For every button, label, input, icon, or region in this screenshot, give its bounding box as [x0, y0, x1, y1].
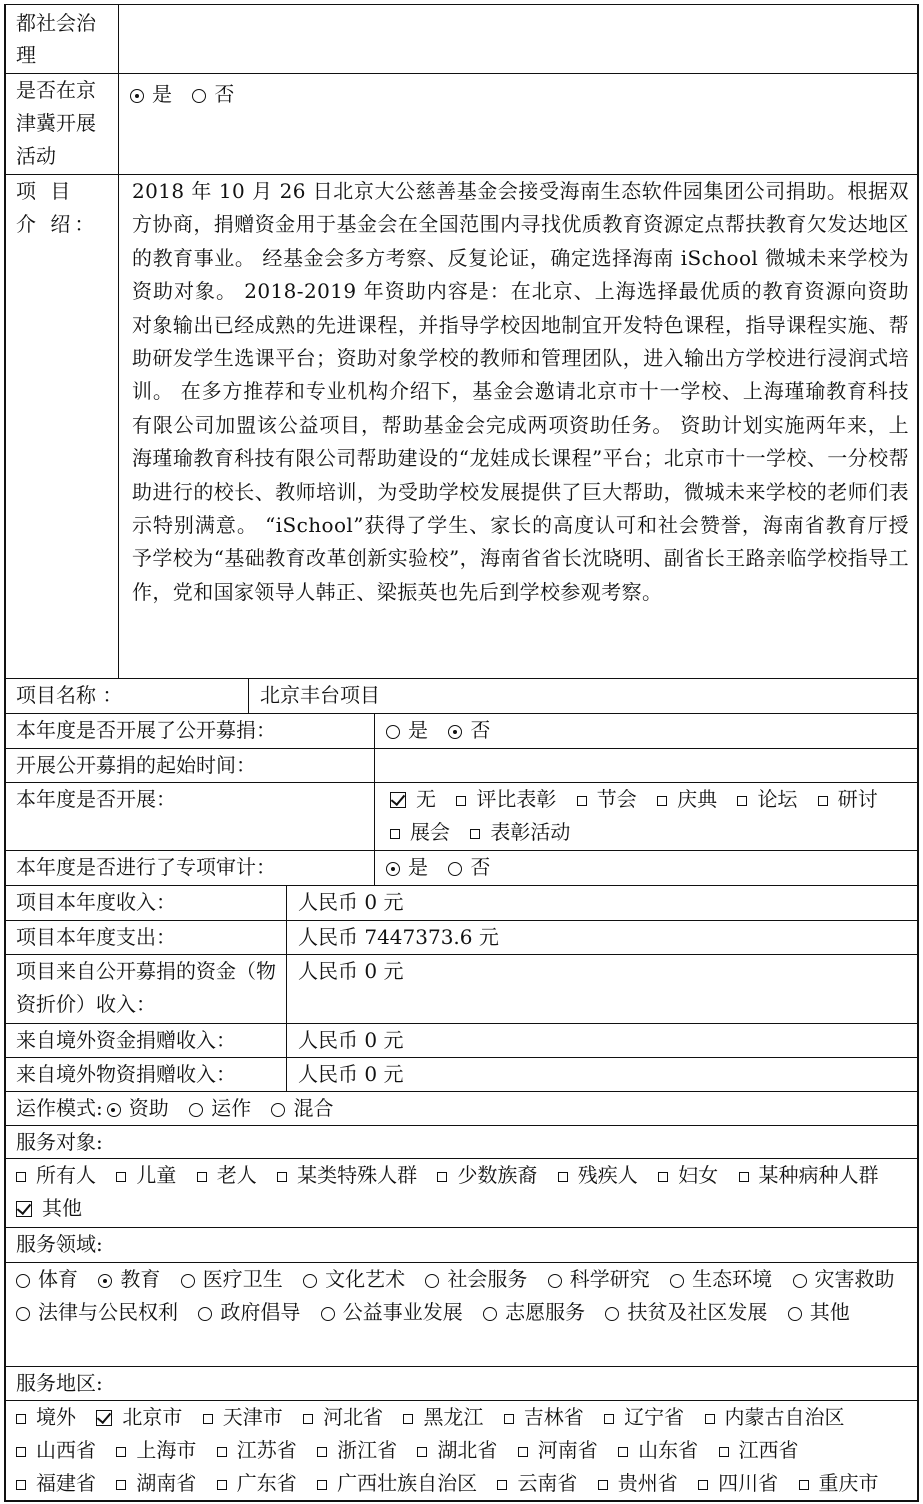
activities-option[interactable] — [577, 783, 637, 816]
radio-selected-icon[interactable] — [107, 1103, 121, 1117]
service-fields-option[interactable] — [670, 1263, 772, 1296]
label-service-targets — [6, 1126, 917, 1158]
service-regions-option-label: 广东省 — [236, 1471, 297, 1495]
label-capital-governance-text: 都社会治理 — [16, 11, 96, 67]
activities-option-label: 展会 — [410, 820, 450, 844]
value-overseas-funds-text: 人民币 0 元 — [298, 1028, 404, 1052]
checkbox-empty-icon[interactable] — [518, 1447, 528, 1457]
service-targets-option-label: 少数族裔 — [457, 1163, 538, 1187]
service-regions-option-label: 山东省 — [638, 1438, 699, 1462]
label-expense-text: 项目本年度支出： — [16, 925, 176, 949]
activities-option[interactable] — [470, 816, 570, 849]
checkbox-empty-icon[interactable] — [437, 1172, 447, 1182]
checkbox-empty-icon[interactable] — [390, 829, 400, 839]
service-fields-option[interactable] — [16, 1296, 178, 1329]
value-expense-text: 人民币 7447373.6 元 — [298, 925, 499, 949]
checkbox-empty-icon[interactable] — [657, 796, 667, 806]
service-regions-option-label: 江苏省 — [236, 1438, 297, 1462]
service-regions-option-label: 黑龙江 — [423, 1405, 484, 1429]
label-activities-text: 本年度是否开展： — [16, 787, 176, 811]
checkbox-empty-icon[interactable] — [558, 1172, 568, 1182]
table-bottom-border — [4, 1500, 919, 1502]
label-jingjinji-text: 是否在京津冀开展活动 — [16, 78, 96, 168]
service-targets-option-label: 某种病种人群 — [758, 1163, 879, 1187]
checkbox-empty-icon[interactable] — [303, 1414, 313, 1424]
service-fields-options — [6, 1263, 917, 1366]
radio-empty-icon[interactable] — [16, 1307, 30, 1321]
checkbox-empty-icon[interactable] — [417, 1447, 427, 1457]
service-targets-option-label: 老人 — [216, 1163, 257, 1187]
service-regions-option-label: 福建省 — [36, 1471, 96, 1495]
activities-option[interactable] — [390, 783, 436, 816]
service-targets-option-label: 妇女 — [678, 1163, 719, 1187]
value-overseas-funds — [288, 1024, 917, 1057]
row-activities — [4, 782, 919, 850]
checkbox-empty-icon[interactable] — [116, 1172, 126, 1182]
value-fundraising-start — [376, 749, 917, 782]
service-regions-option-label: 河北省 — [323, 1405, 384, 1429]
service-regions-option[interactable] — [217, 1434, 297, 1467]
row-service-fields — [4, 1262, 919, 1366]
jingjinji-option[interactable] — [130, 78, 172, 111]
row-special-audit — [4, 850, 919, 885]
radio-selected-icon[interactable] — [386, 862, 400, 876]
activities-option-label: 节会 — [596, 787, 637, 811]
radio-empty-icon[interactable] — [670, 1274, 684, 1288]
checkbox-empty-icon[interactable] — [317, 1480, 327, 1490]
service-targets-option-label: 残疾人 — [577, 1163, 638, 1187]
jingjinji-option[interactable] — [192, 78, 234, 111]
service-targets-option[interactable] — [197, 1159, 257, 1192]
label-activities — [6, 783, 374, 850]
activities-option[interactable] — [818, 783, 878, 816]
checkbox-empty-icon[interactable] — [16, 1480, 26, 1490]
special-audit-option-label: 是 — [408, 855, 428, 879]
radio-empty-icon[interactable] — [483, 1307, 497, 1321]
value-public-income-text: 人民币 0 元 — [298, 959, 404, 983]
label-income — [6, 886, 286, 920]
label-expense — [6, 921, 286, 954]
value-public-income — [288, 955, 917, 1023]
service-regions-option-label: 江西省 — [738, 1438, 799, 1462]
service-regions-option-label: 上海市 — [136, 1438, 197, 1462]
activities-option[interactable] — [390, 816, 450, 849]
row-overseas-goods — [4, 1057, 919, 1091]
service-fields-option-label: 医疗卫生 — [202, 1267, 283, 1291]
service-regions-option[interactable] — [303, 1401, 383, 1434]
label-service-targets-text: 服务对象: — [16, 1130, 103, 1154]
service-regions-option[interactable] — [317, 1434, 397, 1467]
service-regions-option-label: 贵州省 — [617, 1471, 678, 1495]
service-targets-option[interactable] — [277, 1159, 417, 1192]
label-income-text: 项目本年度收入： — [16, 890, 176, 914]
service-targets-option-label: 其他 — [42, 1196, 82, 1220]
service-targets-option[interactable] — [16, 1192, 82, 1225]
value-expense — [288, 921, 917, 954]
jingjinji-options — [120, 74, 917, 174]
radio-empty-icon[interactable] — [788, 1307, 802, 1321]
checkbox-empty-icon[interactable] — [737, 796, 747, 806]
label-public-income — [6, 955, 286, 1023]
service-regions-option-label: 北京市 — [122, 1405, 183, 1429]
service-targets-option[interactable] — [116, 1159, 176, 1192]
activities-options — [376, 783, 917, 850]
service-fields-option-label: 法律与公民权利 — [38, 1300, 178, 1324]
special-audit-option-label: 否 — [470, 855, 491, 879]
checkbox-empty-icon[interactable] — [16, 1414, 26, 1424]
service-targets-options — [6, 1159, 917, 1227]
row-service-targets — [4, 1158, 919, 1227]
activities-option[interactable] — [456, 783, 556, 816]
special-audit-option[interactable] — [448, 851, 490, 884]
service-fields-option[interactable] — [321, 1296, 463, 1329]
service-fields-option-label: 扶贫及社区发展 — [627, 1300, 768, 1324]
row-income — [4, 885, 919, 920]
row-operation-mode — [4, 1091, 919, 1125]
service-regions-option[interactable] — [698, 1467, 778, 1500]
service-targets-option-label: 所有人 — [36, 1163, 96, 1187]
checkbox-empty-icon[interactable] — [217, 1447, 227, 1457]
service-fields-option[interactable] — [198, 1296, 300, 1329]
radio-empty-icon[interactable] — [548, 1274, 562, 1288]
checkbox-empty-icon[interactable] — [317, 1447, 327, 1457]
checkbox-empty-icon[interactable] — [16, 1172, 26, 1182]
service-regions-option[interactable] — [16, 1467, 96, 1500]
service-fields-option-label: 文化艺术 — [325, 1267, 406, 1291]
label-overseas-goods-text: 来自境外物资捐赠收入： — [16, 1062, 236, 1086]
activities-option-label: 论坛 — [757, 787, 798, 811]
checkbox-empty-icon[interactable] — [470, 829, 480, 839]
row-service-fields-label — [4, 1227, 919, 1262]
service-fields-option[interactable] — [16, 1263, 78, 1296]
service-fields-option-label: 灾害救助 — [814, 1267, 895, 1291]
service-regions-option[interactable] — [598, 1467, 678, 1500]
checkbox-checked-icon[interactable] — [390, 792, 406, 808]
label-intro — [6, 175, 118, 678]
public-fundraising-option-label: 是 — [408, 718, 428, 742]
service-fields-option[interactable] — [483, 1296, 585, 1329]
service-targets-option-label: 某类特殊人群 — [297, 1163, 418, 1187]
activities-option[interactable] — [737, 783, 797, 816]
row-overseas-funds — [4, 1023, 919, 1057]
checkbox-checked-icon[interactable] — [96, 1410, 112, 1426]
service-targets-option[interactable] — [658, 1159, 718, 1192]
activities-option-label: 无 — [416, 787, 436, 811]
label-public-income-text: 项目来自公开募捐的资金（物资折价）收入： — [16, 959, 276, 1016]
label-service-regions-text: 服务地区: — [16, 1371, 103, 1395]
service-fields-option-label: 志愿服务 — [505, 1300, 586, 1324]
checkbox-empty-icon[interactable] — [658, 1172, 668, 1182]
checkbox-empty-icon[interactable] — [217, 1480, 227, 1490]
service-fields-option-label: 教育 — [120, 1267, 161, 1291]
radio-empty-icon[interactable] — [189, 1103, 203, 1117]
row-project-name — [4, 678, 919, 713]
service-fields-option-label: 社会服务 — [447, 1267, 528, 1291]
label-operation-mode-text: 运作模式: — [16, 1096, 103, 1120]
row-public-fundraising — [4, 713, 919, 748]
radio-selected-icon[interactable] — [130, 89, 144, 103]
radio-selected-icon[interactable] — [448, 725, 462, 739]
service-regions-option-label: 天津市 — [222, 1405, 283, 1429]
row-intro — [4, 174, 919, 678]
operation-mode — [6, 1092, 917, 1125]
service-fields-option-label: 体育 — [38, 1267, 78, 1291]
checkbox-empty-icon[interactable] — [719, 1447, 729, 1457]
service-regions-option[interactable] — [96, 1401, 182, 1434]
label-fundraising-start-text: 开展公开募捐的起始时间： — [16, 753, 256, 777]
service-regions-option-label: 重庆市 — [818, 1471, 879, 1495]
service-regions-option[interactable] — [203, 1401, 283, 1434]
row-expense — [4, 920, 919, 954]
service-fields-option[interactable] — [793, 1263, 895, 1296]
service-regions-option[interactable] — [116, 1434, 196, 1467]
operation-mode-option-label: 混合 — [293, 1096, 334, 1120]
service-fields-option-label: 其他 — [809, 1300, 850, 1324]
checkbox-empty-icon[interactable] — [116, 1480, 126, 1490]
label-overseas-goods — [6, 1058, 286, 1091]
service-regions-option-label: 湖南省 — [136, 1471, 197, 1495]
special-audit-options — [376, 851, 917, 885]
radio-empty-icon[interactable] — [192, 89, 206, 103]
operation-mode-option[interactable] — [271, 1092, 333, 1125]
radio-empty-icon[interactable] — [425, 1274, 439, 1288]
activities-option-label: 评比表彰 — [476, 787, 557, 811]
checkbox-checked-icon[interactable] — [16, 1201, 32, 1217]
service-regions-option[interactable] — [16, 1401, 76, 1434]
service-regions-option[interactable] — [497, 1467, 577, 1500]
service-regions-option-label: 山西省 — [36, 1438, 96, 1462]
checkbox-empty-icon[interactable] — [799, 1480, 809, 1490]
service-fields-option[interactable] — [425, 1263, 527, 1296]
label-overseas-funds-text: 来自境外资金捐赠收入： — [16, 1028, 236, 1052]
checkbox-empty-icon[interactable] — [698, 1480, 708, 1490]
checkbox-empty-icon[interactable] — [203, 1414, 213, 1424]
radio-empty-icon[interactable] — [386, 725, 400, 739]
service-fields-option[interactable] — [788, 1296, 850, 1329]
value-income-text: 人民币 0 元 — [298, 890, 404, 914]
label-jingjinji — [6, 74, 118, 174]
value-project-name-text: 北京丰台项目 — [260, 683, 380, 707]
service-regions-option[interactable] — [417, 1434, 497, 1467]
activities-option-label: 研讨 — [837, 787, 878, 811]
row-service-regions — [4, 1400, 919, 1500]
special-audit-option[interactable] — [386, 851, 428, 884]
service-regions-option-label: 云南省 — [517, 1471, 578, 1495]
radio-selected-icon[interactable] — [98, 1274, 112, 1288]
service-regions-option[interactable] — [16, 1434, 96, 1467]
service-regions-option-label: 广西壮族自治区 — [337, 1471, 478, 1495]
checkbox-empty-icon[interactable] — [403, 1414, 413, 1424]
service-fields-option-label: 生态环境 — [692, 1267, 773, 1291]
service-targets-option[interactable] — [739, 1159, 879, 1192]
service-targets-option-label: 儿童 — [136, 1163, 177, 1187]
row-jingjinji — [4, 73, 919, 174]
service-regions-option[interactable] — [705, 1401, 845, 1434]
label-project-name — [6, 679, 248, 713]
service-regions-option-label: 四川省 — [718, 1471, 779, 1495]
value-overseas-goods-text: 人民币 0 元 — [298, 1062, 404, 1086]
label-overseas-funds — [6, 1024, 286, 1057]
row-service-regions-label — [4, 1366, 919, 1400]
service-regions-option[interactable] — [403, 1401, 483, 1434]
service-targets-option[interactable] — [437, 1159, 537, 1192]
activities-option-label: 庆典 — [677, 787, 718, 811]
service-regions-option[interactable] — [116, 1467, 196, 1500]
checkbox-empty-icon[interactable] — [277, 1172, 287, 1182]
radio-empty-icon[interactable] — [16, 1274, 30, 1288]
checkbox-empty-icon[interactable] — [818, 796, 828, 806]
service-regions-option-label: 辽宁省 — [624, 1405, 685, 1429]
label-public-fundraising — [6, 714, 374, 748]
label-special-audit — [6, 851, 374, 885]
operation-mode-option-label: 资助 — [128, 1096, 169, 1120]
service-regions-option[interactable] — [799, 1467, 879, 1500]
service-targets-option[interactable] — [558, 1159, 638, 1192]
service-regions-option[interactable] — [719, 1434, 799, 1467]
operation-mode-options — [107, 1096, 348, 1120]
value-income — [288, 886, 917, 920]
checkbox-empty-icon[interactable] — [504, 1414, 514, 1424]
service-targets-option[interactable] — [16, 1159, 96, 1192]
checkbox-empty-icon[interactable] — [739, 1172, 749, 1182]
label-service-fields — [6, 1228, 917, 1262]
radio-empty-icon[interactable] — [181, 1274, 195, 1288]
checkbox-empty-icon[interactable] — [456, 796, 466, 806]
checkbox-empty-icon[interactable] — [577, 796, 587, 806]
activities-option-label: 表彰活动 — [490, 820, 571, 844]
service-fields-option-label: 政府倡导 — [220, 1300, 301, 1324]
checkbox-empty-icon[interactable] — [116, 1447, 126, 1457]
checkbox-empty-icon[interactable] — [197, 1172, 207, 1182]
public-fundraising-option-label: 否 — [470, 718, 491, 742]
service-regions-option[interactable] — [504, 1401, 584, 1434]
operation-mode-option-label: 运作 — [211, 1096, 252, 1120]
radio-empty-icon[interactable] — [198, 1307, 212, 1321]
value-capital-governance — [120, 5, 917, 73]
service-regions-option-label: 内蒙古自治区 — [724, 1405, 845, 1429]
radio-empty-icon[interactable] — [448, 862, 462, 876]
checkbox-empty-icon[interactable] — [497, 1480, 507, 1490]
service-regions-option-label: 湖北省 — [437, 1438, 498, 1462]
row-fundraising-start — [4, 748, 919, 782]
public-fundraising-option[interactable] — [448, 714, 490, 747]
row-capital-governance — [4, 4, 919, 73]
value-project-name — [250, 679, 917, 713]
operation-mode-option[interactable] — [107, 1092, 169, 1125]
activities-option[interactable] — [657, 783, 717, 816]
checkbox-empty-icon[interactable] — [705, 1414, 715, 1424]
label-service-fields-text: 服务领域: — [16, 1232, 103, 1256]
service-fields-option-label: 公益事业发展 — [342, 1300, 463, 1324]
checkbox-empty-icon[interactable] — [598, 1480, 608, 1490]
service-fields-option[interactable] — [181, 1263, 283, 1296]
radio-empty-icon[interactable] — [605, 1307, 619, 1321]
public-fundraising-options — [376, 714, 917, 748]
service-fields-option[interactable] — [548, 1263, 650, 1296]
service-regions-option-label: 浙江省 — [337, 1438, 398, 1462]
service-regions-option[interactable] — [604, 1401, 684, 1434]
row-service-targets-label — [4, 1125, 919, 1158]
service-fields-option[interactable] — [605, 1296, 767, 1329]
label-project-name-text: 项目名称 ： — [16, 683, 123, 707]
service-regions-options — [6, 1401, 917, 1500]
public-fundraising-option[interactable] — [386, 714, 428, 747]
row-public-income — [4, 954, 919, 1023]
radio-empty-icon[interactable] — [793, 1274, 807, 1288]
service-regions-option[interactable] — [618, 1434, 698, 1467]
label-capital-governance — [6, 5, 118, 73]
label-intro-text: 项 目 介 绍： — [16, 179, 99, 236]
service-fields-option[interactable] — [98, 1263, 160, 1296]
jingjinji-option-label: 否 — [214, 82, 235, 106]
radio-empty-icon[interactable] — [321, 1307, 335, 1321]
intro-text: 2018 年 10 月 26 日北京大公慈善基金会接受海南生态软件园集团公司捐助。根据双方协商，捐赠资金用于基金会在全国范围内寻找优质教育资源定点帮扶教育欠发达地区的教育事业。 经基金会多方考察、反复论证，确定选择海南 iSchool 微城未来学校为资助对象。 2018-2019 年资助内容是：在北京、上海选择最优质的教育资源向资助对象输出已经成熟的先进课程，并指导学校因地制宜开发特色课程，指导课程实施、帮助研发学生选课平台；资助对象学校的教师和管理团队，进入输出方学校进行浸润式培训。 在多方推荐和专业机构介绍下，基金会邀请北京市十一学校、上海瑾瑜教育科技有限公司加盟该公益项目，帮助基金会完成两项资助任务。 资助计划实施两年来，上海瑾瑜教育科技有限公司帮助建设的“龙娃成长课程”平台；北京市十一学校、一分校帮助进行的校长、教师培训，为受助学校发展提供了巨大帮助，微城未来学校的老师们表示特别满意。 “iSchool”获得了学生、家长的高度认可和社会赞誉，海南省教育厅授予学校为“基础教育改革创新实验校”，海南省省长沈晓明、副省长王路亲临学校指导工作，党和国家领导人韩正、梁振英也先后到学校参观考察。 — [132, 179, 909, 604]
label-service-regions — [6, 1367, 917, 1400]
label-fundraising-start — [6, 749, 374, 782]
service-regions-option[interactable] — [217, 1467, 297, 1500]
service-regions-option[interactable] — [518, 1434, 598, 1467]
value-overseas-goods — [288, 1058, 917, 1091]
radio-empty-icon[interactable] — [303, 1274, 317, 1288]
service-regions-option-label: 吉林省 — [523, 1405, 584, 1429]
service-fields-option-label: 科学研究 — [569, 1267, 650, 1291]
radio-empty-icon[interactable] — [271, 1103, 285, 1117]
jingjinji-option-label: 是 — [152, 82, 172, 106]
label-public-fundraising-text: 本年度是否开展了公开募捐： — [16, 718, 276, 742]
checkbox-empty-icon[interactable] — [16, 1447, 26, 1457]
service-regions-option[interactable] — [317, 1467, 477, 1500]
service-regions-option-label: 河南省 — [537, 1438, 598, 1462]
checkbox-empty-icon[interactable] — [604, 1414, 614, 1424]
label-special-audit-text: 本年度是否进行了专项审计： — [16, 855, 276, 879]
checkbox-empty-icon[interactable] — [618, 1447, 628, 1457]
operation-mode-option[interactable] — [189, 1092, 251, 1125]
service-fields-option[interactable] — [303, 1263, 405, 1296]
service-regions-option-label: 境外 — [36, 1405, 76, 1429]
